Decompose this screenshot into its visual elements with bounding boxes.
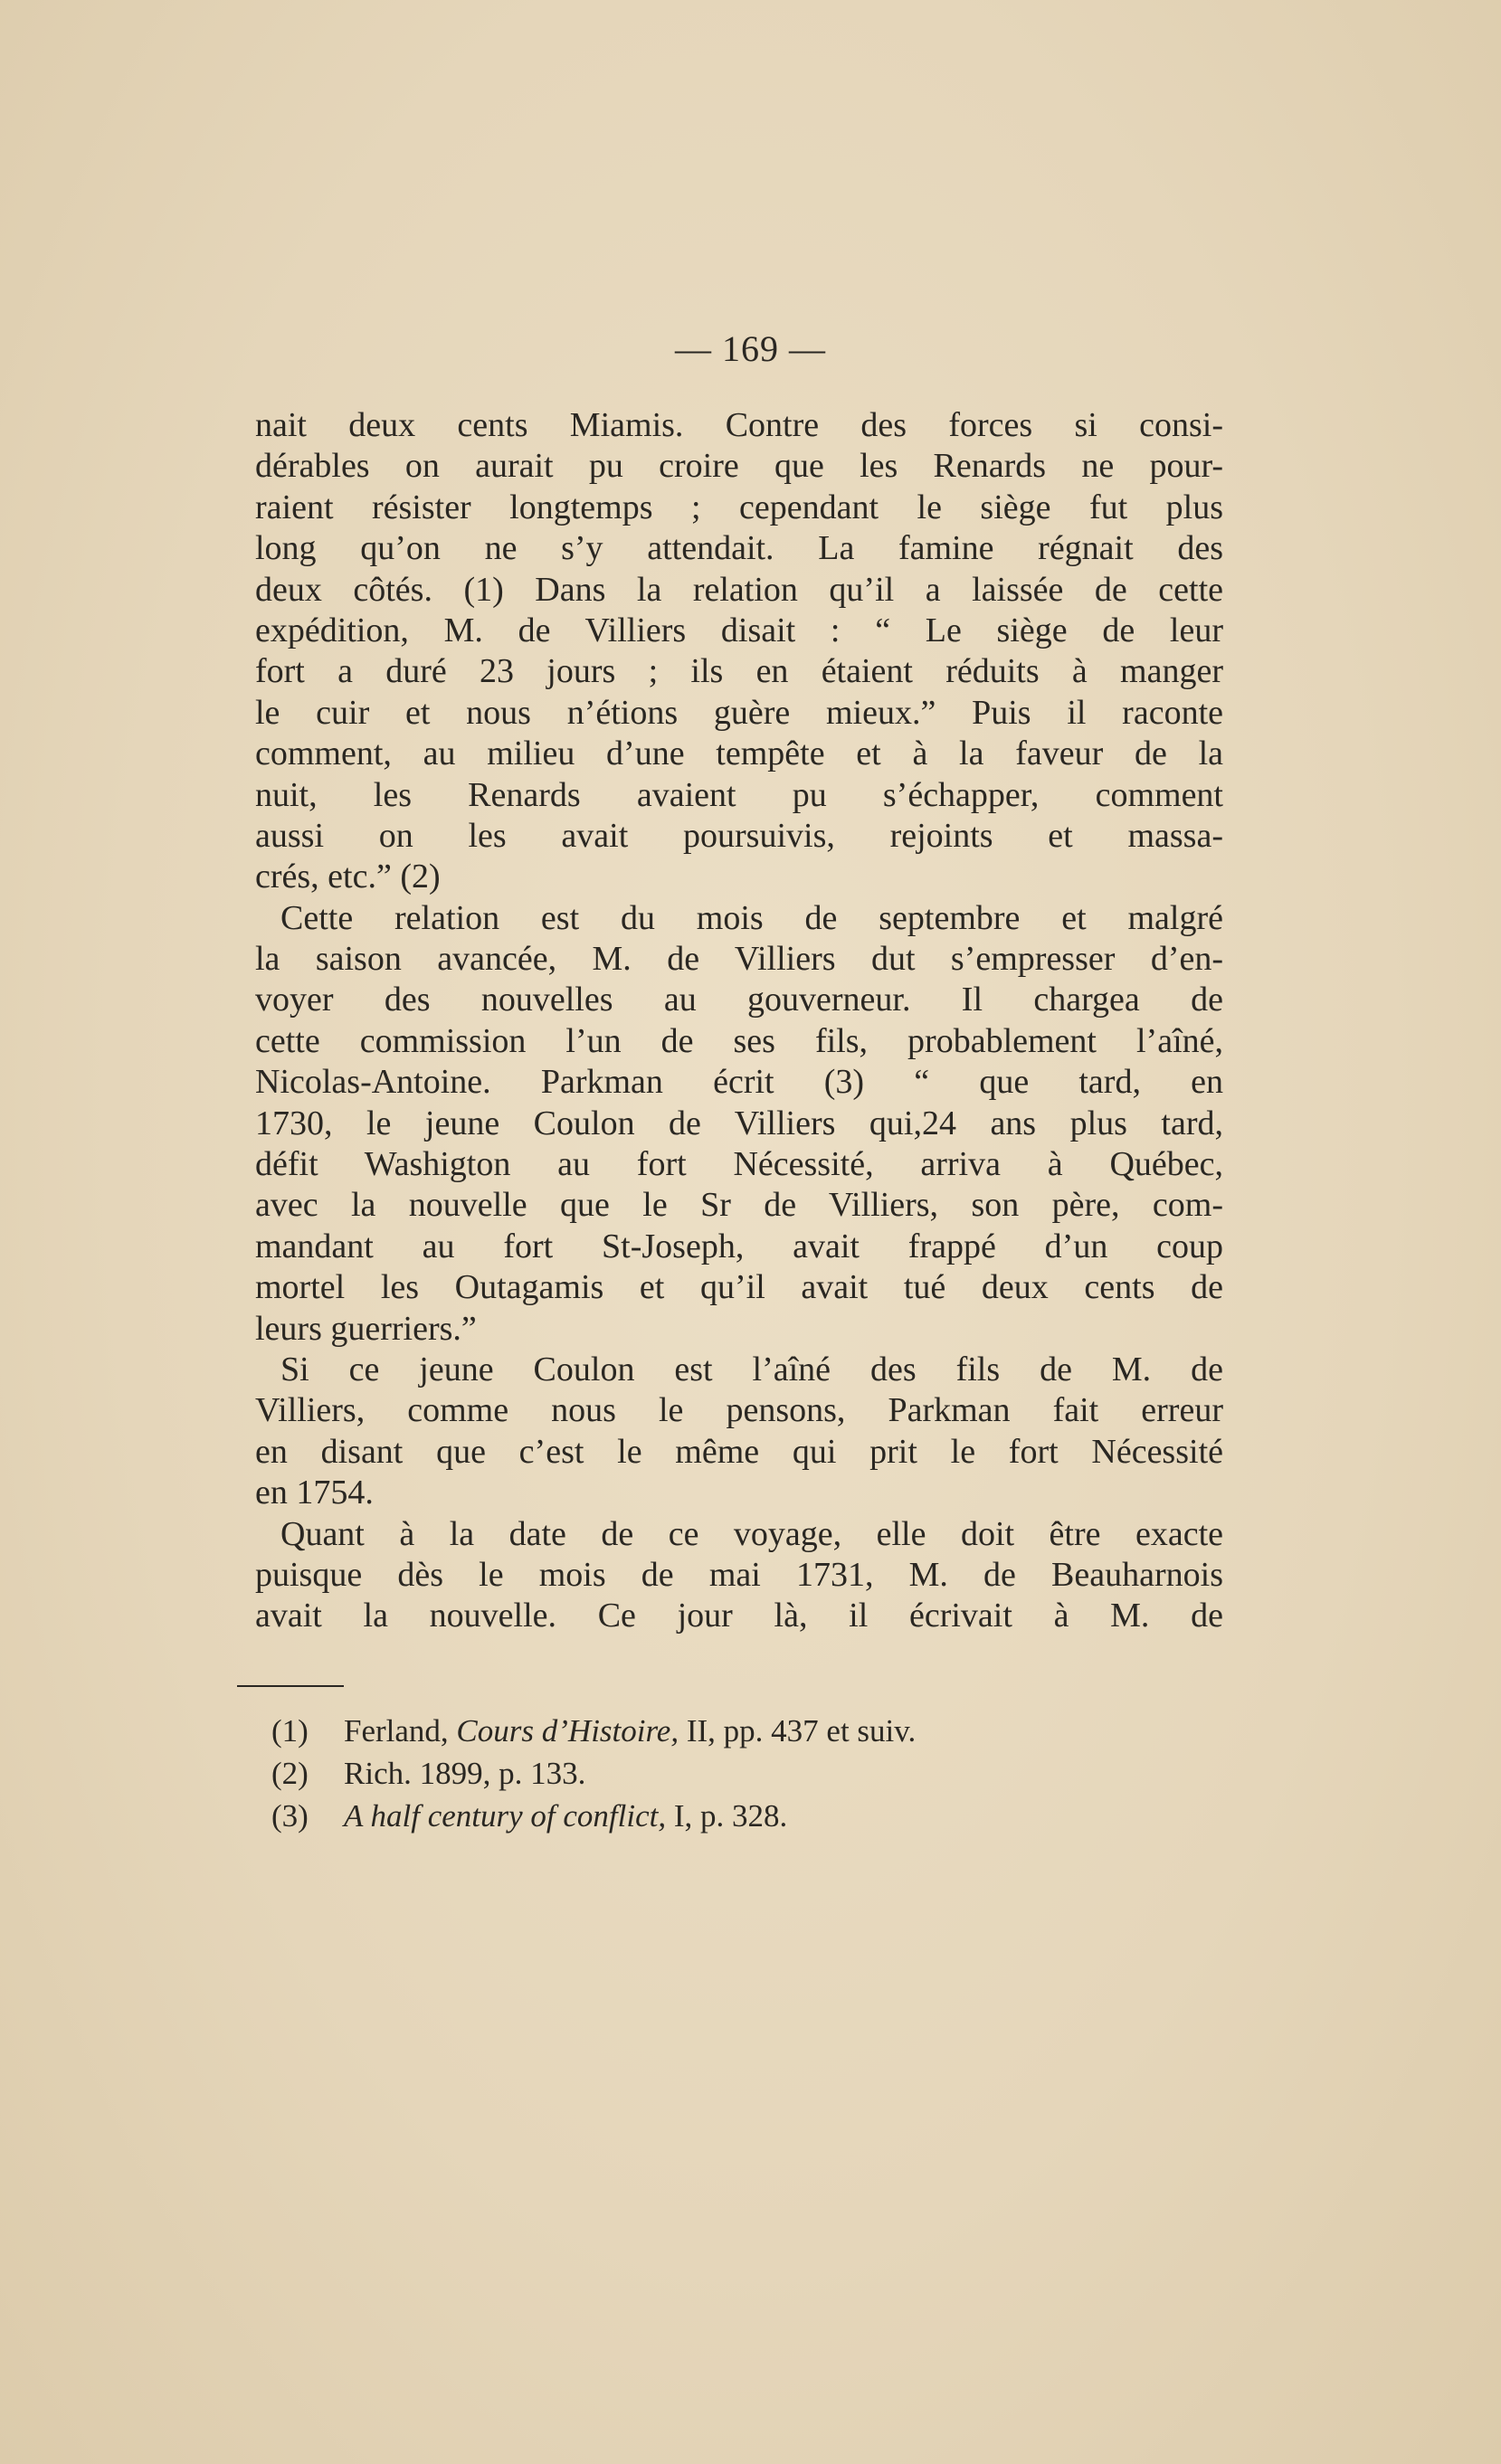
text-line: expédition, M. de Villiers disait : “ Le siège de leur bbox=[255, 611, 1223, 649]
text-line: Nicolas-Antoine. Parkman écrit (3) “ que tard, en bbox=[255, 1063, 1223, 1102]
text-line: long qu’on ne s’y attendait. La famine régnait des bbox=[255, 529, 1223, 568]
text-line: Quant à la date de ce voyage, elle doit être exacte bbox=[280, 1514, 1223, 1553]
footnote-title: A half century of conflict, bbox=[344, 1798, 667, 1834]
text-line: nuit, les Renards avaient pu s’échapper, comment bbox=[255, 775, 1223, 814]
footnote-title: Cours d’Histoire, bbox=[456, 1713, 679, 1748]
footnote-text: Ferland, bbox=[344, 1713, 457, 1748]
text-line: la saison avancée, M. de Villiers dut s’empresser d’en- bbox=[255, 940, 1223, 979]
text-line: 1730, le jeune Coulon de Villiers qui,24 ans plus tard, bbox=[255, 1104, 1223, 1142]
footnote-3 bbox=[271, 1795, 1176, 1837]
text-line: cette commission l’un de ses fils, probablement l’aîné, bbox=[255, 1021, 1223, 1060]
footnote-text: I, p. 328. bbox=[666, 1798, 788, 1834]
text-line: dérables on aurait pu croire que les Renards ne pour- bbox=[255, 447, 1223, 486]
footnote-text: Rich. 1899, p. 133. bbox=[344, 1756, 586, 1791]
page-number: — 169 — bbox=[675, 328, 826, 369]
text-line: deux côtés. (1) Dans la relation qu’il a laissée de cette bbox=[255, 570, 1223, 609]
text-line: puisque dès le mois de mai 1731, M. de Beauharnois bbox=[255, 1555, 1223, 1594]
text-line: mortel les Outagamis et qu’il avait tué deux cents de bbox=[255, 1268, 1223, 1307]
footnotes bbox=[271, 1710, 1176, 1837]
footnote-1 bbox=[271, 1710, 1176, 1752]
text-line: en 1754. bbox=[255, 1474, 374, 1512]
text-line: comment, au milieu d’une tempête et à la faveur de la bbox=[255, 734, 1223, 773]
text-line: Si ce jeune Coulon est l’aîné des fils de M. de bbox=[280, 1350, 1223, 1388]
text-line: raient résister longtemps ; cependant le siège fut plus bbox=[255, 488, 1223, 526]
text-line: défit Washigton au fort Nécessité, arriva à Québec, bbox=[255, 1145, 1223, 1184]
footnote-divider bbox=[237, 1685, 344, 1687]
text-line: leurs guerriers.” bbox=[255, 1309, 477, 1348]
footnote-number: (1) bbox=[271, 1713, 309, 1748]
text-line: fort a duré 23 jours ; ils en étaient réduits à manger bbox=[255, 652, 1223, 691]
body-text bbox=[255, 405, 1223, 1637]
footnote-number: (2) bbox=[271, 1756, 309, 1791]
text-line: voyer des nouvelles au gouverneur. Il chargea de bbox=[255, 981, 1223, 1019]
footnote-2 bbox=[271, 1752, 1176, 1795]
text-line: avait la nouvelle. Ce jour là, il écrivait à M. de bbox=[255, 1597, 1223, 1635]
text-line: Cette relation est du mois de septembre et malgré bbox=[280, 898, 1223, 937]
text-line: en disant que c’est le même qui prit le fort Nécessité bbox=[255, 1432, 1223, 1471]
text-line: crés, etc.” (2) bbox=[255, 858, 441, 896]
text-line: aussi on les avait poursuivis, rejoints et massa- bbox=[255, 816, 1223, 855]
text-line: avec la nouvelle que le Sr de Villiers, son père, com- bbox=[255, 1186, 1223, 1225]
footnote-text: II, pp. 437 et suiv. bbox=[679, 1713, 917, 1748]
text-line: Villiers, comme nous le pensons, Parkman fait erreur bbox=[255, 1391, 1223, 1430]
text-line: le cuir et nous n’étions guère mieux.” Puis il raconte bbox=[255, 693, 1223, 732]
text-line: nait deux cents Miamis. Contre des forces si consi- bbox=[255, 406, 1223, 444]
text-line: mandant au fort St-Joseph, avait frappé d’un coup bbox=[255, 1227, 1223, 1265]
footnote-number: (3) bbox=[271, 1798, 309, 1834]
